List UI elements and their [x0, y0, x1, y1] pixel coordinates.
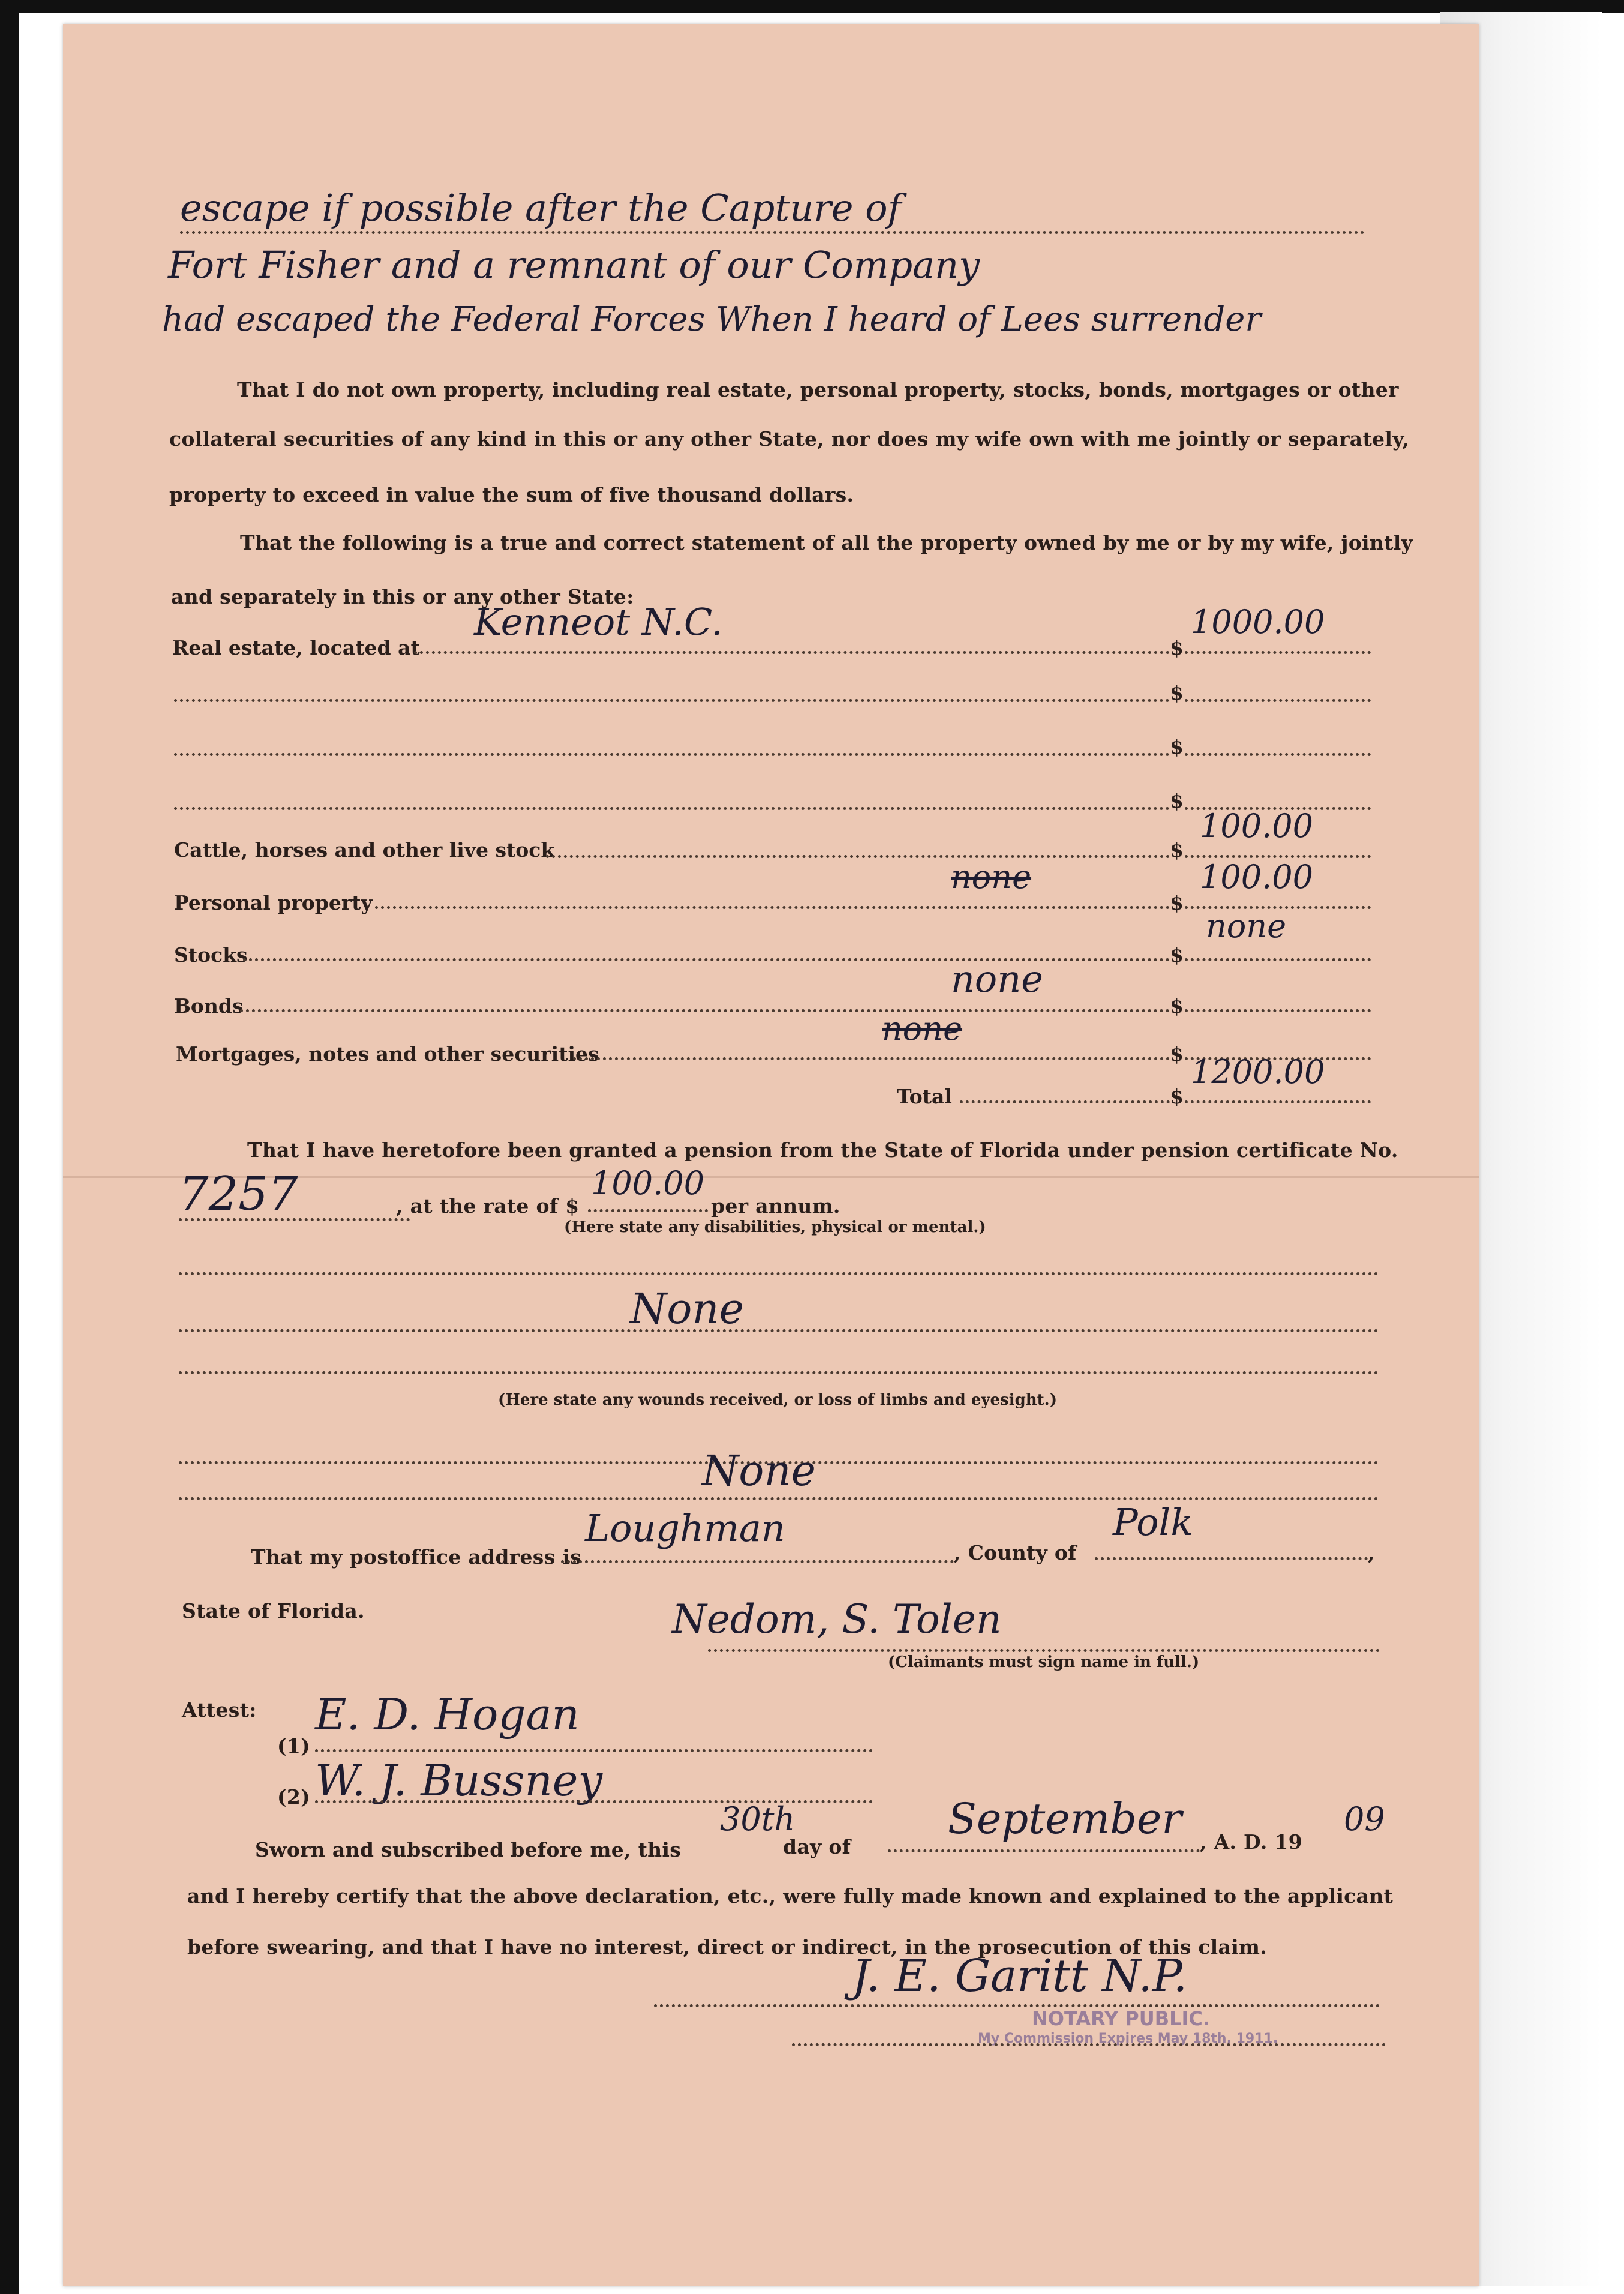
bonds-label: Bonds	[174, 994, 244, 1018]
pension-certificate-number: 7257	[179, 1167, 298, 1221]
real-estate-label: Real estate, located at	[172, 636, 420, 659]
sworn-day: 30th	[720, 1800, 796, 1838]
total-label: Total	[897, 1085, 952, 1108]
notary-stamp-commission: My Commission Expires May 18th, 1911.	[978, 2031, 1278, 2046]
dotted-rule	[588, 1209, 708, 1212]
dotted-rule	[315, 1749, 873, 1752]
following-statement-line-1: That the following is a true and correct statement of all the property owned by me or by my wife, jointly	[240, 531, 1413, 554]
dotted-rule	[180, 231, 1365, 234]
witness-2-number: (2)	[277, 1785, 311, 1809]
comma: ,	[1368, 1541, 1375, 1564]
dotted-rule	[375, 906, 1170, 909]
year-label: , A. D. 19	[1200, 1830, 1302, 1854]
mortgages-label: Mortgages, notes and other securities	[176, 1042, 599, 1066]
property-statement-line-1: That I do not own property, including real estate, personal property, stocks, bonds, mortgages or other	[237, 378, 1399, 401]
state-line: State of Florida.	[182, 1599, 365, 1623]
wounds-answer: None	[702, 1446, 816, 1495]
stocks-label: Stocks	[174, 943, 248, 967]
dollar-sign: $	[1170, 994, 1184, 1018]
claimant-note: (Claimants must sign name in full.)	[888, 1653, 1200, 1671]
dollar-sign: $	[1170, 891, 1184, 914]
county-label: , County of	[954, 1541, 1077, 1564]
following-statement-line-2: and separately in this or any other State:	[171, 585, 634, 608]
notary-stamp-title: NOTARY PUBLIC.	[1032, 2007, 1211, 2030]
witness-2-signature: W. J. Bussney	[315, 1755, 603, 1806]
dotted-rule	[179, 1329, 1379, 1332]
dotted-rule	[179, 1497, 1379, 1500]
handwritten-line-1: escape if possible after the Capture of	[180, 186, 902, 230]
scan-edge-top	[0, 0, 1624, 13]
personal-property-entry: none	[951, 858, 1032, 896]
dotted-rule	[174, 753, 1170, 756]
sworn-month: September	[948, 1794, 1182, 1843]
day-label: day of	[783, 1835, 851, 1858]
dotted-rule	[888, 1849, 1200, 1852]
dotted-rule	[1185, 1100, 1371, 1103]
disabilities-answer: None	[630, 1284, 744, 1333]
notary-signature: J. E. Garitt N.P.	[852, 1950, 1188, 2002]
dotted-rule	[174, 699, 1170, 702]
dotted-rule	[792, 2043, 1386, 2046]
property-statement-line-3: property to exceed in value the sum of five thousand dollars.	[169, 483, 854, 506]
county-name: Polk	[1113, 1500, 1193, 1544]
real-estate-location: Kenneot N.C.	[474, 600, 723, 644]
bonds-entry: none	[951, 957, 1043, 1001]
witness-1-signature: E. D. Hogan	[315, 1689, 580, 1740]
mortgages-entry: none	[882, 1010, 963, 1048]
sworn-prefix: Sworn and subscribed before me, this	[255, 1838, 682, 1861]
certify-line-2: before swearing, and that I have no interest, direct or indirect, in the prosecution of this claim.	[187, 1935, 1268, 1959]
dotted-rule	[414, 651, 1170, 654]
dollar-sign: $	[1170, 681, 1184, 704]
dotted-rule	[546, 855, 1170, 858]
dollar-sign: $	[1170, 636, 1184, 659]
dollar-sign: $	[1170, 838, 1184, 862]
dotted-rule	[179, 1272, 1379, 1275]
witness-1-number: (1)	[277, 1734, 311, 1758]
dotted-rule	[708, 1649, 1380, 1652]
cattle-label: Cattle, horses and other live stock	[174, 838, 555, 862]
dollar-sign: $	[1170, 789, 1184, 812]
handwritten-line-2: Fort Fisher and a remnant of our Company	[168, 243, 980, 287]
cattle-value: 100.00	[1200, 807, 1313, 845]
wounds-note: (Here state any wounds received, or loss of limbs and eyesight.)	[498, 1391, 1058, 1409]
handwritten-line-3: had escaped the Federal Forces When I heard of Lees surrender	[162, 300, 1262, 339]
dotted-rule	[960, 1100, 1170, 1103]
dotted-rule	[654, 2004, 1380, 2007]
disabilities-note: (Here state any disabilities, physical or mental.)	[564, 1218, 986, 1236]
dotted-rule	[1185, 1009, 1371, 1012]
attest-label: Attest:	[182, 1698, 257, 1722]
dotted-rule	[1185, 651, 1371, 654]
sworn-year: 09	[1344, 1800, 1385, 1838]
dotted-rule	[1185, 958, 1371, 961]
pension-statement: That I have heretofore been granted a pension from the State of Florida under pension certificate No.	[247, 1138, 1398, 1162]
dollar-sign: $	[1170, 943, 1184, 967]
total-value: 1200.00	[1191, 1053, 1325, 1091]
dotted-rule	[179, 1218, 410, 1221]
address-prefix: That my postoffice address is	[251, 1545, 582, 1569]
pension-rate: 100.00	[591, 1164, 704, 1202]
dollar-sign: $	[1170, 1085, 1184, 1108]
dotted-rule	[1095, 1557, 1368, 1560]
scan-edge-left	[0, 0, 19, 2294]
dotted-rule	[1185, 699, 1371, 702]
dotted-rule	[174, 807, 1170, 810]
dollar-sign: $	[1170, 735, 1184, 758]
dotted-rule	[561, 1560, 954, 1563]
dotted-rule	[573, 1057, 1170, 1060]
rate-suffix: per annum.	[711, 1194, 840, 1218]
rate-prefix: , at the rate of $	[396, 1194, 580, 1218]
personal-property-value: 100.00	[1200, 858, 1313, 896]
certify-line-1: and I hereby certify that the above declaration, etc., were fully made known and explained to the applicant	[187, 1884, 1394, 1908]
postoffice-town: Loughman	[585, 1506, 785, 1550]
dotted-rule	[179, 1371, 1379, 1374]
dotted-rule	[240, 1009, 1170, 1012]
personal-property-label: Personal property	[174, 891, 373, 914]
property-statement-line-2: collateral securities of any kind in this or any other State, nor does my wife own with me jointly or separately,	[169, 427, 1410, 451]
dotted-rule	[1185, 753, 1371, 756]
real-estate-value: 1000.00	[1191, 603, 1325, 641]
claimant-signature: Nedom, S. Tolen	[672, 1596, 1002, 1642]
stocks-value: none	[1206, 907, 1287, 945]
dollar-sign: $	[1170, 1042, 1184, 1066]
